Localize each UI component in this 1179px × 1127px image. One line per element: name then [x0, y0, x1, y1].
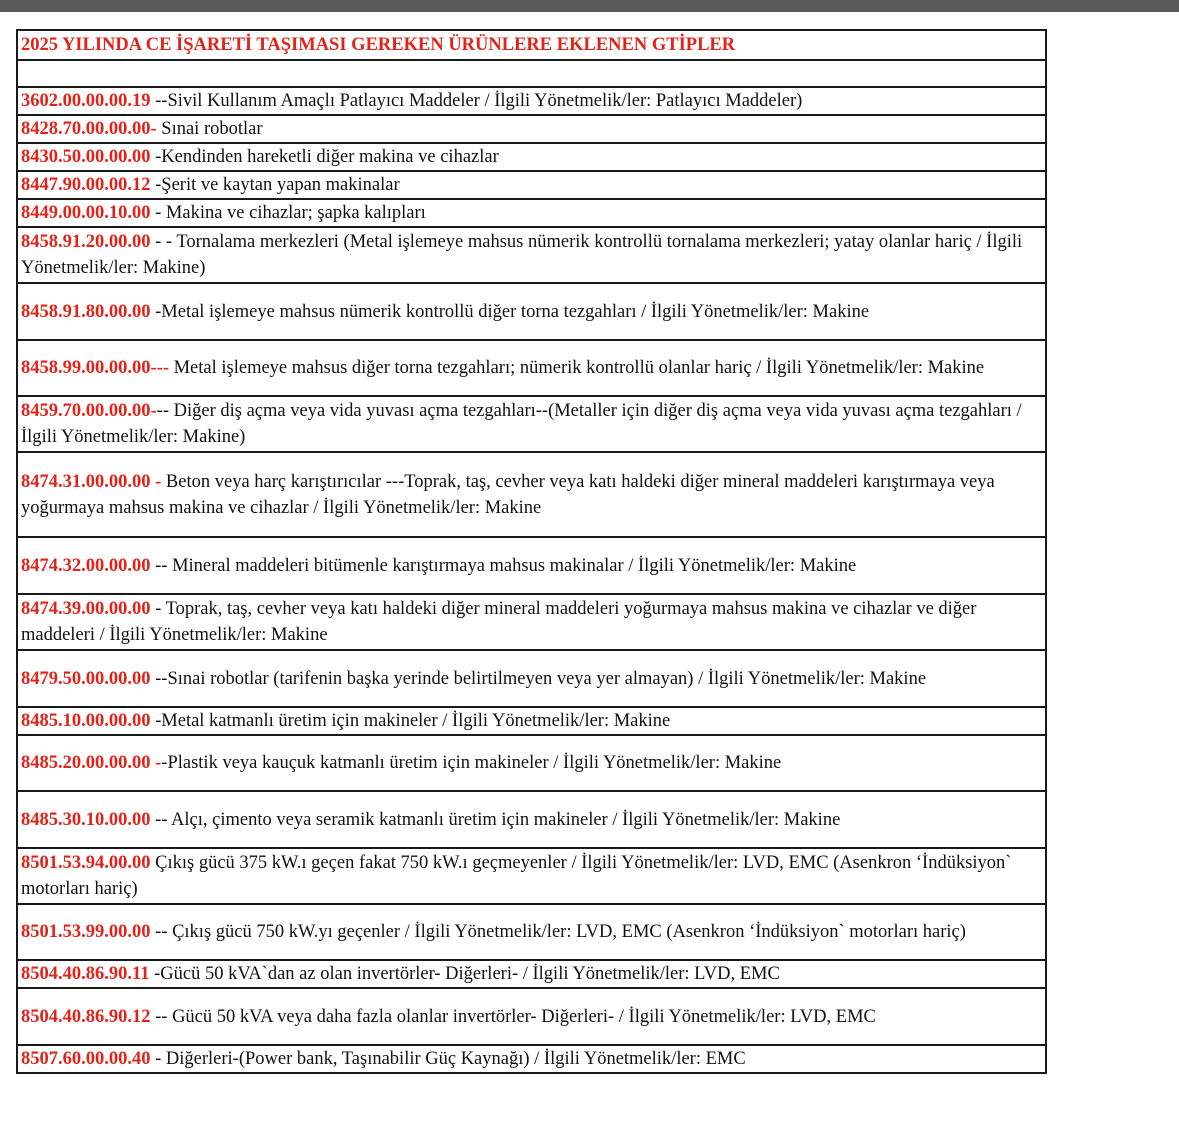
table-row [17, 848, 1046, 904]
gtip-description: Çıkış gücü 375 kW.ı geçen fakat 750 kW.ı geçmeyenler / İlgili Yönetmelik/ler: LVD, EMC (Asenkron ‘İndüksiyon` motorları hariç) [21, 853, 1012, 899]
gtip-cell [17, 87, 1046, 115]
gtip-cell [17, 904, 1046, 960]
gtip-cell [17, 199, 1046, 227]
gtip-cell [17, 171, 1046, 199]
gtip-cell [17, 594, 1046, 650]
gtip-cell [17, 707, 1046, 735]
gtip-code: 8428.70.00.00.00- [21, 119, 157, 139]
gtip-cell [17, 791, 1046, 848]
gtip-cell [17, 452, 1046, 537]
gtip-cell [17, 650, 1046, 707]
gtip-code: 8501.53.99.00.00 [21, 922, 151, 942]
gtip-cell [17, 1045, 1046, 1073]
table-row [17, 537, 1046, 594]
table-row [17, 1045, 1046, 1073]
gtip-cell [17, 988, 1046, 1045]
gtip-code: 8459.70.00.00.00- [21, 401, 157, 421]
gtip-description: -Kendinden hareketli diğer makina ve cihazlar [150, 147, 499, 167]
gtip-code: 8501.53.94.00.00 [21, 853, 151, 873]
table-row [17, 904, 1046, 960]
gtip-description: -- Çıkış gücü 750 kW.yı geçenler / İlgili Yönetmelik/ler: LVD, EMC (Asenkron ‘İndüksiyon` motorları hariç) [150, 922, 966, 942]
table-title: 2025 YILINDA CE İŞARETİ TAŞIMASI GEREKEN ÜRÜNLERE EKLENEN GTİPLER [17, 30, 1046, 60]
table-row [17, 171, 1046, 199]
gtip-code: 8504.40.86.90.11 [21, 964, 150, 984]
table-row [17, 283, 1046, 340]
gtip-cell [17, 115, 1046, 143]
table-row [17, 452, 1046, 537]
gtip-code: 8504.40.86.90.12 [21, 1006, 151, 1027]
table-row [17, 115, 1046, 143]
table-row [17, 396, 1046, 452]
gtip-code: 8485.30.10.00.00 [21, 809, 151, 830]
table-row [17, 199, 1046, 227]
table-row [17, 340, 1046, 396]
table-row [17, 707, 1046, 735]
gtip-cell [17, 396, 1046, 452]
gtip-cell [17, 143, 1046, 171]
table-row [17, 988, 1046, 1045]
table-row [17, 143, 1046, 171]
gtip-description: Sınai robotlar [156, 119, 263, 139]
gtip-code: 8485.10.00.00.00 [21, 711, 151, 731]
empty-cell [17, 60, 1046, 87]
gtip-code: 8507.60.00.00.40 [21, 1049, 151, 1069]
gtip-description: Beton veya harç karıştırıcılar ---Toprak, taş, cevher veya katı haldeki diğer mineral maddeleri karıştırmaya veya yoğurmaya mahsus makina ve cihazlar / İlgili Yönetmelik/ler: Makine [21, 471, 995, 518]
gtip-cell [17, 227, 1046, 283]
gtip-code: 8458.91.20.00.00 [21, 232, 151, 252]
table-row [17, 735, 1046, 791]
gtip-description: Metal işlemeye mahsus diğer torna tezgahları; nümerik kontrollü olanlar hariç / İlgili Yönetmelik/ler: Makine [168, 358, 985, 378]
gtip-code: 8430.50.00.00.00 [21, 147, 151, 167]
table-row [17, 594, 1046, 650]
table-row [17, 227, 1046, 283]
gtip-description: -Gücü 50 kVA`dan az olan invertörler- Diğerleri- / İlgili Yönetmelik/ler: LVD, EMC [149, 964, 780, 984]
title-row [17, 30, 1046, 60]
gtip-description: -- Alçı, çimento veya seramik katmanlı üretim için makineler / İlgili Yönetmelik/ler: Makine [150, 809, 841, 830]
gtip-code: 3602.00.00.00.19 [21, 91, 151, 111]
gtip-description: - Makina ve cihazlar; şapka kalıpları [150, 203, 426, 223]
table-row [17, 87, 1046, 115]
gtip-cell [17, 848, 1046, 904]
gtip-description: --Sınai robotlar (tarifenin başka yerinde belirtilmeyen veya yer almayan) / İlgili Yönetmelik/ler: Makine [150, 668, 927, 689]
gtip-code: 8458.99.00.00.00--- [21, 358, 169, 378]
top-bar [0, 0, 1179, 12]
gtip-cell [17, 283, 1046, 340]
gtip-description: -- Diğer diş açma veya vida yuvası açma tezgahları--(Metaller için diğer diş açma veya vida yuvası açma tezgahları / İlgili Yönetmelik/ler: Makine) [21, 401, 1022, 447]
gtip-cell [17, 537, 1046, 594]
gtip-description: - Toprak, taş, cevher veya katı haldeki diğer mineral maddeleri yoğurmaya mahsus makina ve cihazlar ve diğer maddeleri / İlgili Yönetmelik/ler: Makine [21, 599, 977, 645]
gtip-code: 8479.50.00.00.00 [21, 668, 151, 689]
gtip-code: 8447.90.00.00.12 [21, 175, 151, 195]
gtip-code: 8458.91.80.00.00 [21, 301, 151, 322]
gtip-description: --Sivil Kullanım Amaçlı Patlayıcı Maddeler / İlgili Yönetmelik/ler: Patlayıcı Maddeler) [150, 91, 803, 111]
gtip-code: 8485.20.00.00.00 - [21, 753, 162, 773]
gtip-description: -- Gücü 50 kVA veya daha fazla olanlar invertörler- Diğerleri- / İlgili Yönetmelik/ler: LVD, EMC [150, 1006, 876, 1027]
gtip-description: -Metal işlemeye mahsus nümerik kontrollü diğer torna tezgahları / İlgili Yönetmelik/ler: Makine [150, 301, 870, 322]
empty-row [17, 60, 1046, 87]
gtip-description: - Diğerleri-(Power bank, Taşınabilir Güç Kaynağı) / İlgili Yönetmelik/ler: EMC [150, 1049, 746, 1069]
gtip-cell [17, 735, 1046, 791]
table-row [17, 960, 1046, 988]
gtip-description: -- Mineral maddeleri bitümenle karıştırmaya mahsus makinalar / İlgili Yönetmelik/ler: Makine [150, 555, 857, 576]
table-row [17, 791, 1046, 848]
table-row [17, 650, 1046, 707]
gtip-description: -Şerit ve kaytan yapan makinalar [150, 175, 400, 195]
gtip-cell [17, 960, 1046, 988]
gtip-code: 8474.39.00.00.00 [21, 599, 151, 619]
gtip-description: -Plastik veya kauçuk katmanlı üretim için makineler / İlgili Yönetmelik/ler: Makine [161, 753, 782, 773]
gtip-cell [17, 340, 1046, 396]
gtip-code: 8449.00.00.10.00 [21, 203, 151, 223]
gtip-description: - - Tornalama merkezleri (Metal işlemeye mahsus nümerik kontrollü tornalama merkezleri; yatay olanlar hariç / İlgili Yönetmelik/ler: Makine) [21, 232, 1023, 278]
gtip-code: 8474.32.00.00.00 [21, 555, 151, 576]
gtip-table [16, 29, 1047, 1074]
gtip-description: -Metal katmanlı üretim için makineler / İlgili Yönetmelik/ler: Makine [150, 711, 671, 731]
gtip-code: 8474.31.00.00.00 - [21, 471, 162, 492]
